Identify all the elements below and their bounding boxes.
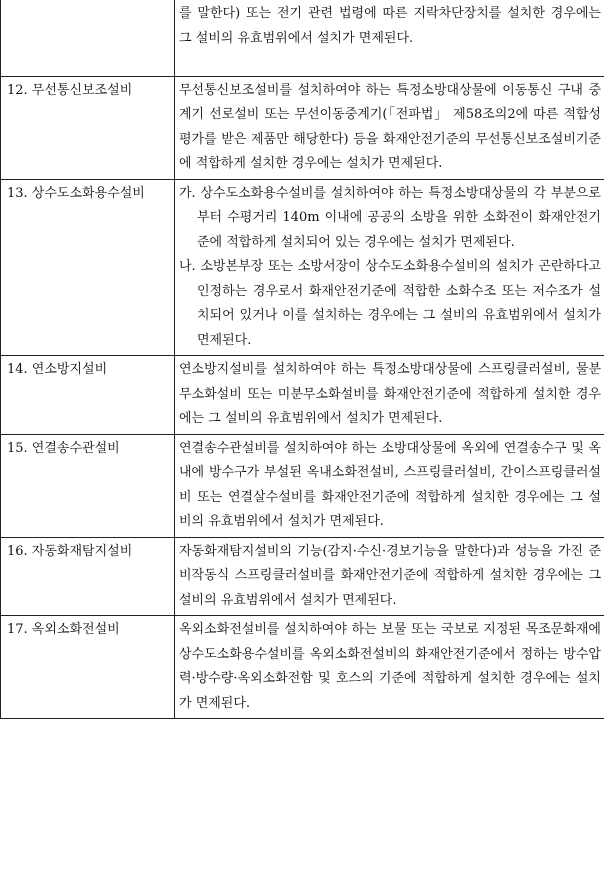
table-row bbox=[1, 434, 604, 537]
row-label: 17. 옥외소화전설비 bbox=[1, 616, 175, 719]
row-content: 옥외소화전설비를 설치하여야 하는 보물 또는 국보로 지정된 목조문화재에 상수도소화용수설비를 옥외소화전설비의 화재안전기준에서 정하는 방수압력·방수량·옥외소화전함 및 호스의 기준에 적합하게 설치한 경우에는 설치가 면제된다. bbox=[175, 616, 604, 719]
row-label: 16. 자동화재탐지설비 bbox=[1, 537, 175, 616]
table-row bbox=[1, 616, 604, 719]
table-row bbox=[1, 0, 604, 76]
row-label bbox=[1, 179, 175, 356]
row-content: 무선통신보조설비를 설치하여야 하는 특정소방대상물에 이동통신 구내 중계기 선로설비 또는 무선이동중계기(「전파법」 제58조의2에 따른 적합성평가를 받은 제품만 해당한다) 등을 화재안전기준의 무선통신보조설비기준에 적합하게 설치한 경우에는 설치가 면제된다. bbox=[175, 76, 604, 179]
list-item: 가. 상수도소화용수설비를 설치하여야 하는 특정소방대상물의 각 부분으로부터 수평거리 140m 이내에 공공의 소방을 위한 소화전이 화재안전기준에 적합하게 설치되어 있는 경우에는 설치가 면제된다. bbox=[179, 185, 601, 250]
row-label: 12. 무선통신보조설비 bbox=[1, 76, 175, 179]
row-content: 연소방지설비를 설치하여야 하는 특정소방대상물에 스프링클러설비, 물분무소화설비 또는 미분무소화설비를 화재안전기준에 적합하게 설치한 경우에는 그 설비의 유효범위에서 설치가 면제된다. bbox=[175, 356, 604, 435]
row-label: 15. 연결송수관설비 bbox=[1, 434, 175, 537]
row-content: 를 말한다) 또는 전기 관련 법령에 따른 지락차단장치를 설치한 경우에는 그 설비의 유효범위에서 설치가 면제된다. bbox=[175, 0, 604, 76]
table-row bbox=[1, 76, 604, 179]
row-content: 자동화재탐지설비의 기능(감지·수신·경보기능을 말한다)과 성능을 가진 준비작동식 스프링클러설비를 화재안전기준에 적합하게 설치한 경우에는 그 설비의 유효범위에서 설치가 면제된다. bbox=[175, 537, 604, 616]
table-row bbox=[1, 356, 604, 435]
list-item: 나. 소방본부장 또는 소방서장이 상수도소화용수설비의 설치가 곤란하다고 인정하는 경우로서 화재안전기준에 적합한 소화수조 또는 저수조가 설치되어 있거나 이를 설치하는 경우에는 그 설비의 유효범위에서 설치가 면제된다. bbox=[179, 259, 601, 348]
table-row bbox=[1, 537, 604, 616]
row-label-text: 13. 상수도소화용수설비 bbox=[7, 185, 145, 201]
table-row bbox=[1, 179, 604, 356]
row-label: 14. 연소방지설비 bbox=[1, 356, 175, 435]
row-content bbox=[175, 179, 604, 356]
row-content: 연결송수관설비를 설치하여야 하는 소방대상물에 옥외에 연결송수구 및 옥내에 방수구가 부설된 옥내소화전설비, 스프링클러설비, 간이스프링클러설비 또는 연결살수설비를 화재안전기준에 적합하게 설치한 경우에는 그 설비의 유효범위에서 설치가 면제된다. bbox=[175, 434, 604, 537]
row-label bbox=[1, 0, 175, 76]
